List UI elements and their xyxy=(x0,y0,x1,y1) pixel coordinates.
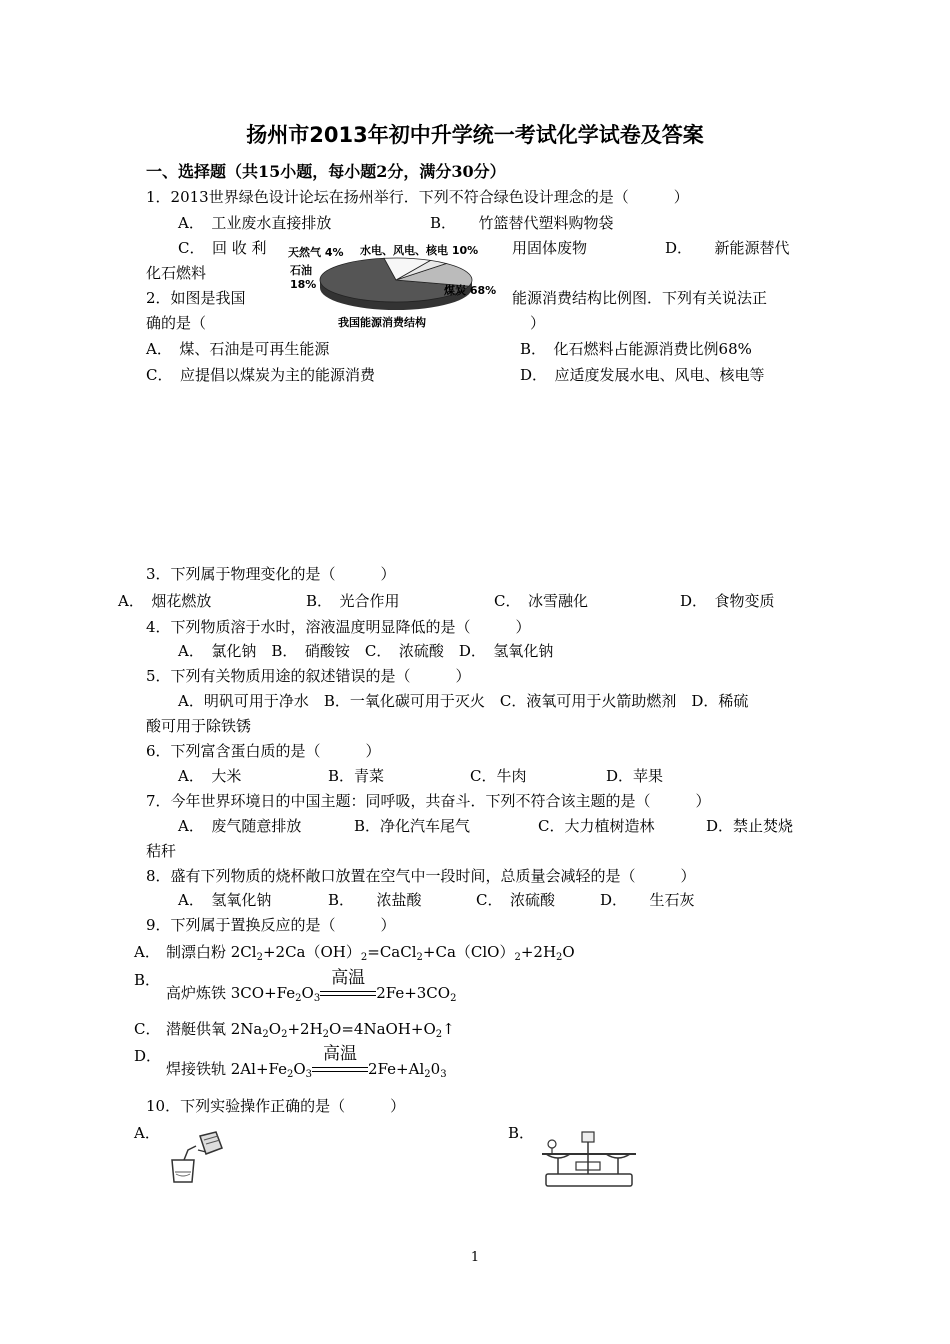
pie-label-coal: 煤炭 68% xyxy=(444,284,497,297)
q6-option-a: A． 大米 xyxy=(178,767,242,785)
q6-option-d: D．苹果 xyxy=(606,767,664,785)
q5-options-cont: 酸可用于除铁锈 xyxy=(146,717,252,735)
q6-option-b: B．青菜 xyxy=(328,767,385,785)
q4-options: A． 氯化钠 B． 硝酸铵 C． 浓硫酸 D． 氢氧化钠 xyxy=(178,642,554,660)
q5-options: A．明矾可用于净水 B．一氧化碳可用于灭火 C．液氧可用于火箭助燃剂 D．稀硫 xyxy=(178,692,749,710)
reaction-condition: 高温 xyxy=(331,968,366,988)
q2-stem-line2: 确的是（ xyxy=(146,314,207,332)
q10-option-a-label: A． xyxy=(134,1124,160,1142)
q2-stem-close: ） xyxy=(530,314,546,332)
q7-option-b: B．净化汽车尾气 xyxy=(354,817,471,835)
q2-option-b: B． 化石燃料占能源消费比例68% xyxy=(520,340,752,358)
q3-option-b: B． 光合作用 xyxy=(306,592,400,610)
reaction-condition: 高温 xyxy=(323,1044,358,1064)
q3-option-d: D． 食物变质 xyxy=(680,592,775,610)
q8-option-b: B． 浓盐酸 xyxy=(328,891,422,909)
q1-option-d: D． 新能源替代 xyxy=(665,239,790,257)
balance-scale-illustration xyxy=(536,1128,640,1190)
q1-option-b: B． 竹篮替代塑料购物袋 xyxy=(430,214,614,232)
q4-stem: 4．下列物质溶于水时，溶液温度明显降低的是（ ） xyxy=(146,618,531,636)
q9-option-a-equation: 制漂白粉 $2Cl_2+2Ca(OH)_2=CaCl_2+Ca(ClO)_2+2H_2O$ xyxy=(166,943,575,963)
q2-option-d: D． 应适度发展水电、风电、核电等 xyxy=(520,366,765,384)
pie-label-hydro: 水电、风电、核电 10% xyxy=(360,244,479,257)
pouring-liquid-illustration xyxy=(164,1130,230,1186)
q9-stem: 9．下列属于置换反应的是（ ） xyxy=(146,916,396,934)
q9-option-a-label: A． xyxy=(134,943,160,961)
q3-option-c: C． 冰雪融化 xyxy=(494,592,588,610)
q2-stem: 2．如图是我国 xyxy=(146,289,246,307)
q1-option-c-cont: 用固体废物 xyxy=(512,239,588,257)
pie-label-oil: 石油 xyxy=(290,264,312,277)
q7-option-a: A． 废气随意排放 xyxy=(178,817,302,835)
q1-option-d-cont: 化石燃料 xyxy=(146,264,207,282)
q6-stem: 6．下列富含蛋白质的是（ ） xyxy=(146,742,381,760)
q5-stem: 5．下列有关物质用途的叙述错误的是（ ） xyxy=(146,667,471,685)
q9-option-c-label: C． xyxy=(134,1020,161,1038)
q10-stem: 10．下列实验操作正确的是（ ） xyxy=(146,1097,406,1115)
q2-stem-cont: 能源消费结构比例图．下列有关说法正 xyxy=(512,289,768,307)
q1-stem: 1．2013世界绿色设计论坛在扬州举行．下列不符合绿色设计理念的是（ ） xyxy=(146,188,689,206)
q9-option-d-label: D． xyxy=(134,1047,162,1065)
q3-option-a: A． 烟花燃放 xyxy=(118,592,212,610)
page-number: 1 xyxy=(470,1250,480,1265)
q9-option-b-label: B． xyxy=(134,971,161,989)
pie-label-oil-pct: 18% xyxy=(290,278,317,291)
page-title: 扬州市2013年初中升学统一考试化学试卷及答案 xyxy=(246,123,704,147)
q2-option-c: C． 应提倡以煤炭为主的能源消费 xyxy=(146,366,375,384)
q10-option-b-label: B． xyxy=(508,1124,535,1142)
q8-option-a: A． 氢氧化钠 xyxy=(178,891,272,909)
q7-option-d: D．禁止焚烧 xyxy=(706,817,794,835)
q7-option-c: C．大力植树造林 xyxy=(538,817,655,835)
reaction-arrow xyxy=(320,968,376,998)
pie-caption: 我国能源消费结构 xyxy=(338,316,426,329)
q2-option-a: A． 煤、石油是可再生能源 xyxy=(146,340,330,358)
q7-stem: 7．今年世界环境日的中国主题：同呼吸，共奋斗．下列不符合该主题的是（ ） xyxy=(146,792,711,810)
pie-label-gas: 天然气 4% xyxy=(288,246,344,259)
q1-option-a: A． 工业废水直接排放 xyxy=(178,214,332,232)
q3-stem: 3．下列属于物理变化的是（ ） xyxy=(146,565,396,583)
energy-pie-chart xyxy=(286,236,506,332)
q8-stem: 8．盛有下列物质的烧杯敞口放置在空气中一段时间，总质量会减轻的是（ ） xyxy=(146,867,696,885)
q9-option-b-equation: 高炉炼铁 $3CO+Fe_2O_3$ 高温 $2Fe+3CO_2$ xyxy=(166,968,457,1004)
reaction-arrow xyxy=(312,1044,368,1074)
q9-option-d-equation: 焊接铁轨 $2Al+Fe_2O_3$ 高温 $2Fe+Al_20_3$ xyxy=(166,1044,447,1080)
q7-option-d-cont: 秸秆 xyxy=(146,842,177,860)
section-heading: 一、选择题（共15小题，每小题2分，满分30分） xyxy=(146,162,506,181)
q8-option-d: D． 生石灰 xyxy=(600,891,695,909)
q1-option-c: C． 回 收 利 xyxy=(178,239,267,257)
q8-option-c: C． 浓硫酸 xyxy=(476,891,555,909)
q9-option-c-equation: 潜艇供氧 $2Na_2O_2+2H_2O=4NaOH+O_2↑$ xyxy=(166,1020,455,1040)
q6-option-c: C．牛肉 xyxy=(470,767,527,785)
